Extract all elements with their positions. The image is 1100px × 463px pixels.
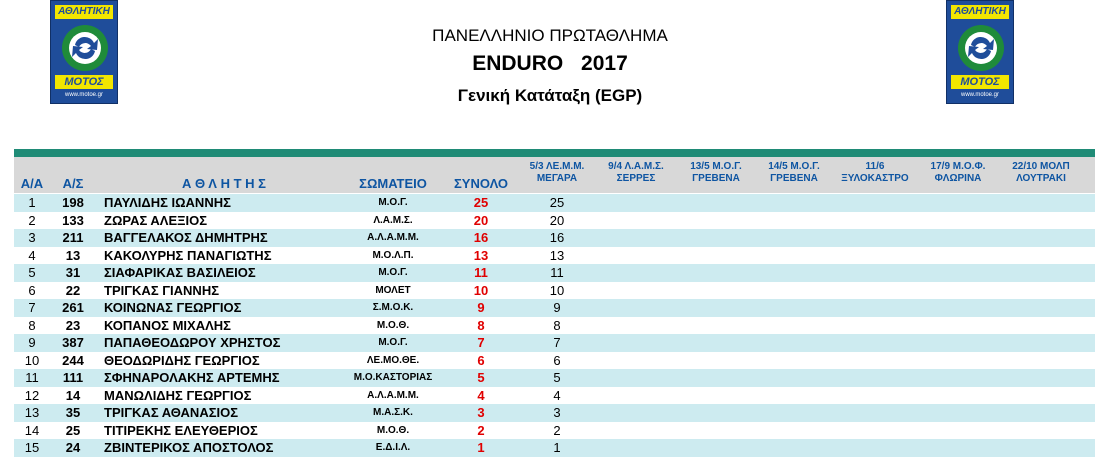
cell-race-1-points: 4 — [553, 387, 561, 403]
cell-race-number: 14 — [65, 387, 81, 403]
cell-position: 6 — [28, 282, 36, 298]
cell-athlete: ΚΑΚΟΛΥΡΗΣ ΠΑΝΑΓΙΩΤΗΣ — [104, 247, 272, 263]
table-row — [14, 422, 1095, 440]
cell-total: 2 — [477, 422, 485, 438]
cell-total: 8 — [477, 317, 485, 333]
table-row — [14, 299, 1095, 317]
cell-position: 4 — [28, 247, 36, 263]
cell-club: Α.Λ.Α.Μ.Μ. — [367, 389, 419, 401]
header-race-1: 5/3 ΛΕ.Μ.Μ. ΜΕΓΑΡΑ — [529, 161, 585, 184]
cell-total: 11 — [474, 265, 488, 280]
logo-url: www.motoe.gr — [64, 92, 103, 98]
cell-club: Ε.Δ.Ι.Λ. — [375, 442, 411, 453]
cell-race-1-points: 10 — [549, 282, 565, 298]
cell-position: 12 — [24, 387, 40, 403]
cell-club: ΜΟΛΕΤ — [375, 284, 411, 296]
cell-race-number: 13 — [65, 247, 81, 263]
cell-race-number: 111 — [62, 370, 84, 385]
cell-athlete: ΣΦΗΝΑΡΟΛΑΚΗΣ ΑΡΤΕΜΗΣ — [104, 370, 280, 385]
cell-position: 5 — [28, 265, 36, 280]
cell-position: 10 — [24, 352, 40, 368]
cell-total: 25 — [473, 195, 489, 210]
cell-race-1-points: 9 — [553, 300, 561, 315]
cell-race-number: 23 — [65, 317, 81, 333]
header-race-4: 14/5 Μ.Ο.Γ. ΓΡΕΒΕΝΑ — [768, 161, 820, 184]
table-row — [14, 352, 1095, 370]
cell-club: Λ.Α.Μ.Σ. — [373, 214, 413, 226]
cell-athlete: ΒΑΓΓΕΛΑΚΟΣ ΔΗΜΗΤΡΗΣ — [104, 230, 268, 245]
cell-race-1-points: 8 — [553, 317, 561, 333]
cell-club: ΛΕ.ΜΟ.ΘΕ. — [366, 354, 420, 366]
cell-club: Μ.Ο.Γ. — [378, 197, 408, 208]
header-race-3: 13/5 Μ.Ο.Γ. ΓΡΕΒΕΝΑ — [690, 161, 742, 184]
table-row — [14, 404, 1095, 422]
table-row — [14, 282, 1095, 300]
cell-club: Μ.Ο.Θ. — [376, 424, 410, 436]
cell-position: 13 — [24, 405, 40, 420]
cell-race-1-points: 13 — [549, 247, 565, 263]
cell-club: Σ.Μ.Ο.Κ. — [372, 302, 414, 313]
logo-top-text: ΑΘΛΗΤΙΚΗ — [55, 5, 113, 19]
cell-total: 5 — [477, 370, 485, 385]
header-as: Α/Σ — [62, 176, 84, 191]
cell-race-number: 261 — [62, 300, 84, 315]
cell-race-number: 25 — [65, 422, 81, 438]
table-row — [14, 194, 1095, 212]
cell-race-number: 211 — [62, 230, 84, 245]
cell-athlete: ΤΡΙΓΚΑΣ ΑΘΑΝΑΣΙΟΣ — [104, 405, 239, 420]
table-header — [14, 149, 1095, 193]
cell-club: Μ.Ο.Λ.Π. — [372, 249, 414, 261]
table-row — [14, 212, 1095, 230]
cell-club: Μ.Ο.Γ. — [378, 267, 408, 278]
table-row — [14, 264, 1095, 282]
cell-race-1-points: 3 — [553, 405, 561, 420]
table-row — [14, 369, 1095, 387]
championship-title: ΠΑΝΕΛΛΗΝΙΟ ΠΡΩΤΑΘΛΗΜΑ — [432, 26, 668, 45]
table-row — [14, 317, 1095, 335]
header-total: ΣΥΝΟΛΟ — [453, 176, 509, 191]
cell-athlete: ΚΟΠΑΝΟΣ ΜΙΧΑΛΗΣ — [104, 317, 231, 333]
table-row — [14, 439, 1095, 457]
table-row — [14, 247, 1095, 265]
cell-race-1-points: 25 — [549, 195, 565, 210]
cell-athlete: ΠΑΠΑΘΕΟΔΩΡΟΥ ΧΡΗΣΤΟΣ — [104, 335, 281, 350]
header-race-7: 22/10 ΜΟΛΠ ΛΟΥΤΡΑΚΙ — [1012, 161, 1070, 184]
cell-race-1-points: 11 — [550, 265, 564, 280]
logo-top-text: ΑΘΛΗΤΙΚΗ — [951, 5, 1009, 19]
cell-position: 14 — [24, 422, 40, 438]
cell-club: Μ.Ο.Θ. — [376, 319, 410, 331]
cell-race-1-points: 6 — [553, 352, 561, 368]
cell-race-number: 24 — [65, 440, 81, 455]
cell-race-number: 22 — [65, 282, 81, 298]
cell-position: 1 — [28, 195, 36, 210]
header-club: ΣΩΜΑΤΕΙΟ — [359, 176, 427, 191]
cell-race-1-points: 2 — [553, 422, 561, 438]
cell-club: Μ.Α.Σ.Κ. — [373, 407, 413, 418]
cell-athlete: ΘΕΟΔΩΡΙΔΗΣ ΓΕΩΡΓΙΟΣ — [104, 352, 260, 368]
cell-total: 4 — [477, 387, 485, 403]
table-row — [14, 334, 1095, 352]
cell-club: Α.Λ.Α.Μ.Μ. — [367, 232, 419, 243]
cell-total: 13 — [473, 247, 489, 263]
cell-position: 9 — [28, 335, 36, 350]
header-race-6: 17/9 Μ.Ο.Φ. ΦΛΩΡΙΝΑ — [930, 161, 986, 184]
logo-bottom-text: ΜΟΤΟΣ — [55, 75, 113, 89]
logo-url: www.motoe.gr — [960, 92, 999, 98]
header-aa: Α/Α — [20, 176, 44, 191]
cell-total: 10 — [473, 282, 489, 298]
cell-race-1-points: 20 — [549, 212, 565, 228]
cell-total: 6 — [477, 352, 485, 368]
cell-position: 8 — [28, 317, 36, 333]
cell-race-1-points: 5 — [553, 370, 561, 385]
cell-position: 11 — [25, 370, 39, 385]
cell-race-number: 31 — [65, 265, 81, 280]
cell-race-number: 198 — [62, 195, 84, 210]
cell-athlete: ΤΙΤΙΡΕΚΗΣ ΕΛΕΥΘΕΡΙΟΣ — [104, 422, 258, 438]
cell-total: 9 — [477, 300, 485, 315]
cell-athlete: ΤΡΙΓΚΑΣ ΓΙΑΝΝΗΣ — [104, 282, 220, 298]
cell-club: Μ.Ο.Γ. — [378, 337, 408, 348]
cell-race-1-points: 16 — [549, 230, 565, 245]
cell-race-number: 35 — [65, 405, 81, 420]
cell-race-number: 244 — [62, 352, 84, 368]
cell-athlete: ΖΒΙΝΤΕΡΙΚΟΣ ΑΠΟΣΤΟΛΟΣ — [104, 440, 274, 455]
classification-title: Γενική Κατάταξη (EGP) — [457, 86, 643, 105]
cell-athlete: ΠΑΥΛΙΔΗΣ ΙΩΑΝΝΗΣ — [104, 195, 231, 210]
cell-athlete: ΖΩΡΑΣ ΑΛΕΞΙΟΣ — [104, 212, 208, 228]
cell-athlete: ΚΟΙΝΩΝΑΣ ΓΕΩΡΓΙΟΣ — [104, 300, 242, 315]
header-athlete: Α Θ Λ Η Τ Η Σ — [182, 176, 266, 191]
cell-athlete: ΜΑΝΩΛΙΔΗΣ ΓΕΩΡΓΙΟΣ — [104, 387, 252, 403]
cell-position: 15 — [24, 440, 40, 455]
cell-race-1-points: 1 — [553, 440, 561, 455]
cell-race-1-points: 7 — [553, 335, 561, 350]
logo-bottom-text: ΜΟΤΟΣ — [951, 75, 1009, 89]
event-title: ENDURO 2017 — [472, 52, 628, 75]
cell-athlete: ΣΙΑΦΑΡΙΚΑΣ ΒΑΣΙΛΕΙΟΣ — [104, 265, 256, 280]
cell-position: 3 — [28, 230, 36, 245]
cell-total: 7 — [477, 335, 485, 350]
cell-club: Μ.Ο.ΚΑΣΤΟΡΙΑΣ — [353, 372, 433, 383]
cell-total: 20 — [473, 212, 489, 228]
cell-race-number: 387 — [62, 335, 84, 350]
cell-total: 1 — [477, 440, 485, 455]
cell-position: 7 — [28, 300, 36, 315]
header-race-2: 9/4 Λ.Α.Μ.Σ. ΣΕΡΡΕΣ — [608, 161, 664, 184]
cell-total: 16 — [473, 230, 489, 245]
cell-race-number: 133 — [62, 212, 84, 228]
cell-position: 2 — [28, 212, 36, 228]
header-race-5: 11/6 ΞΥΛΟΚΑΣΤΡΟ — [841, 161, 909, 184]
table-row — [14, 229, 1095, 247]
cell-total: 3 — [477, 405, 485, 420]
table-row — [14, 387, 1095, 405]
